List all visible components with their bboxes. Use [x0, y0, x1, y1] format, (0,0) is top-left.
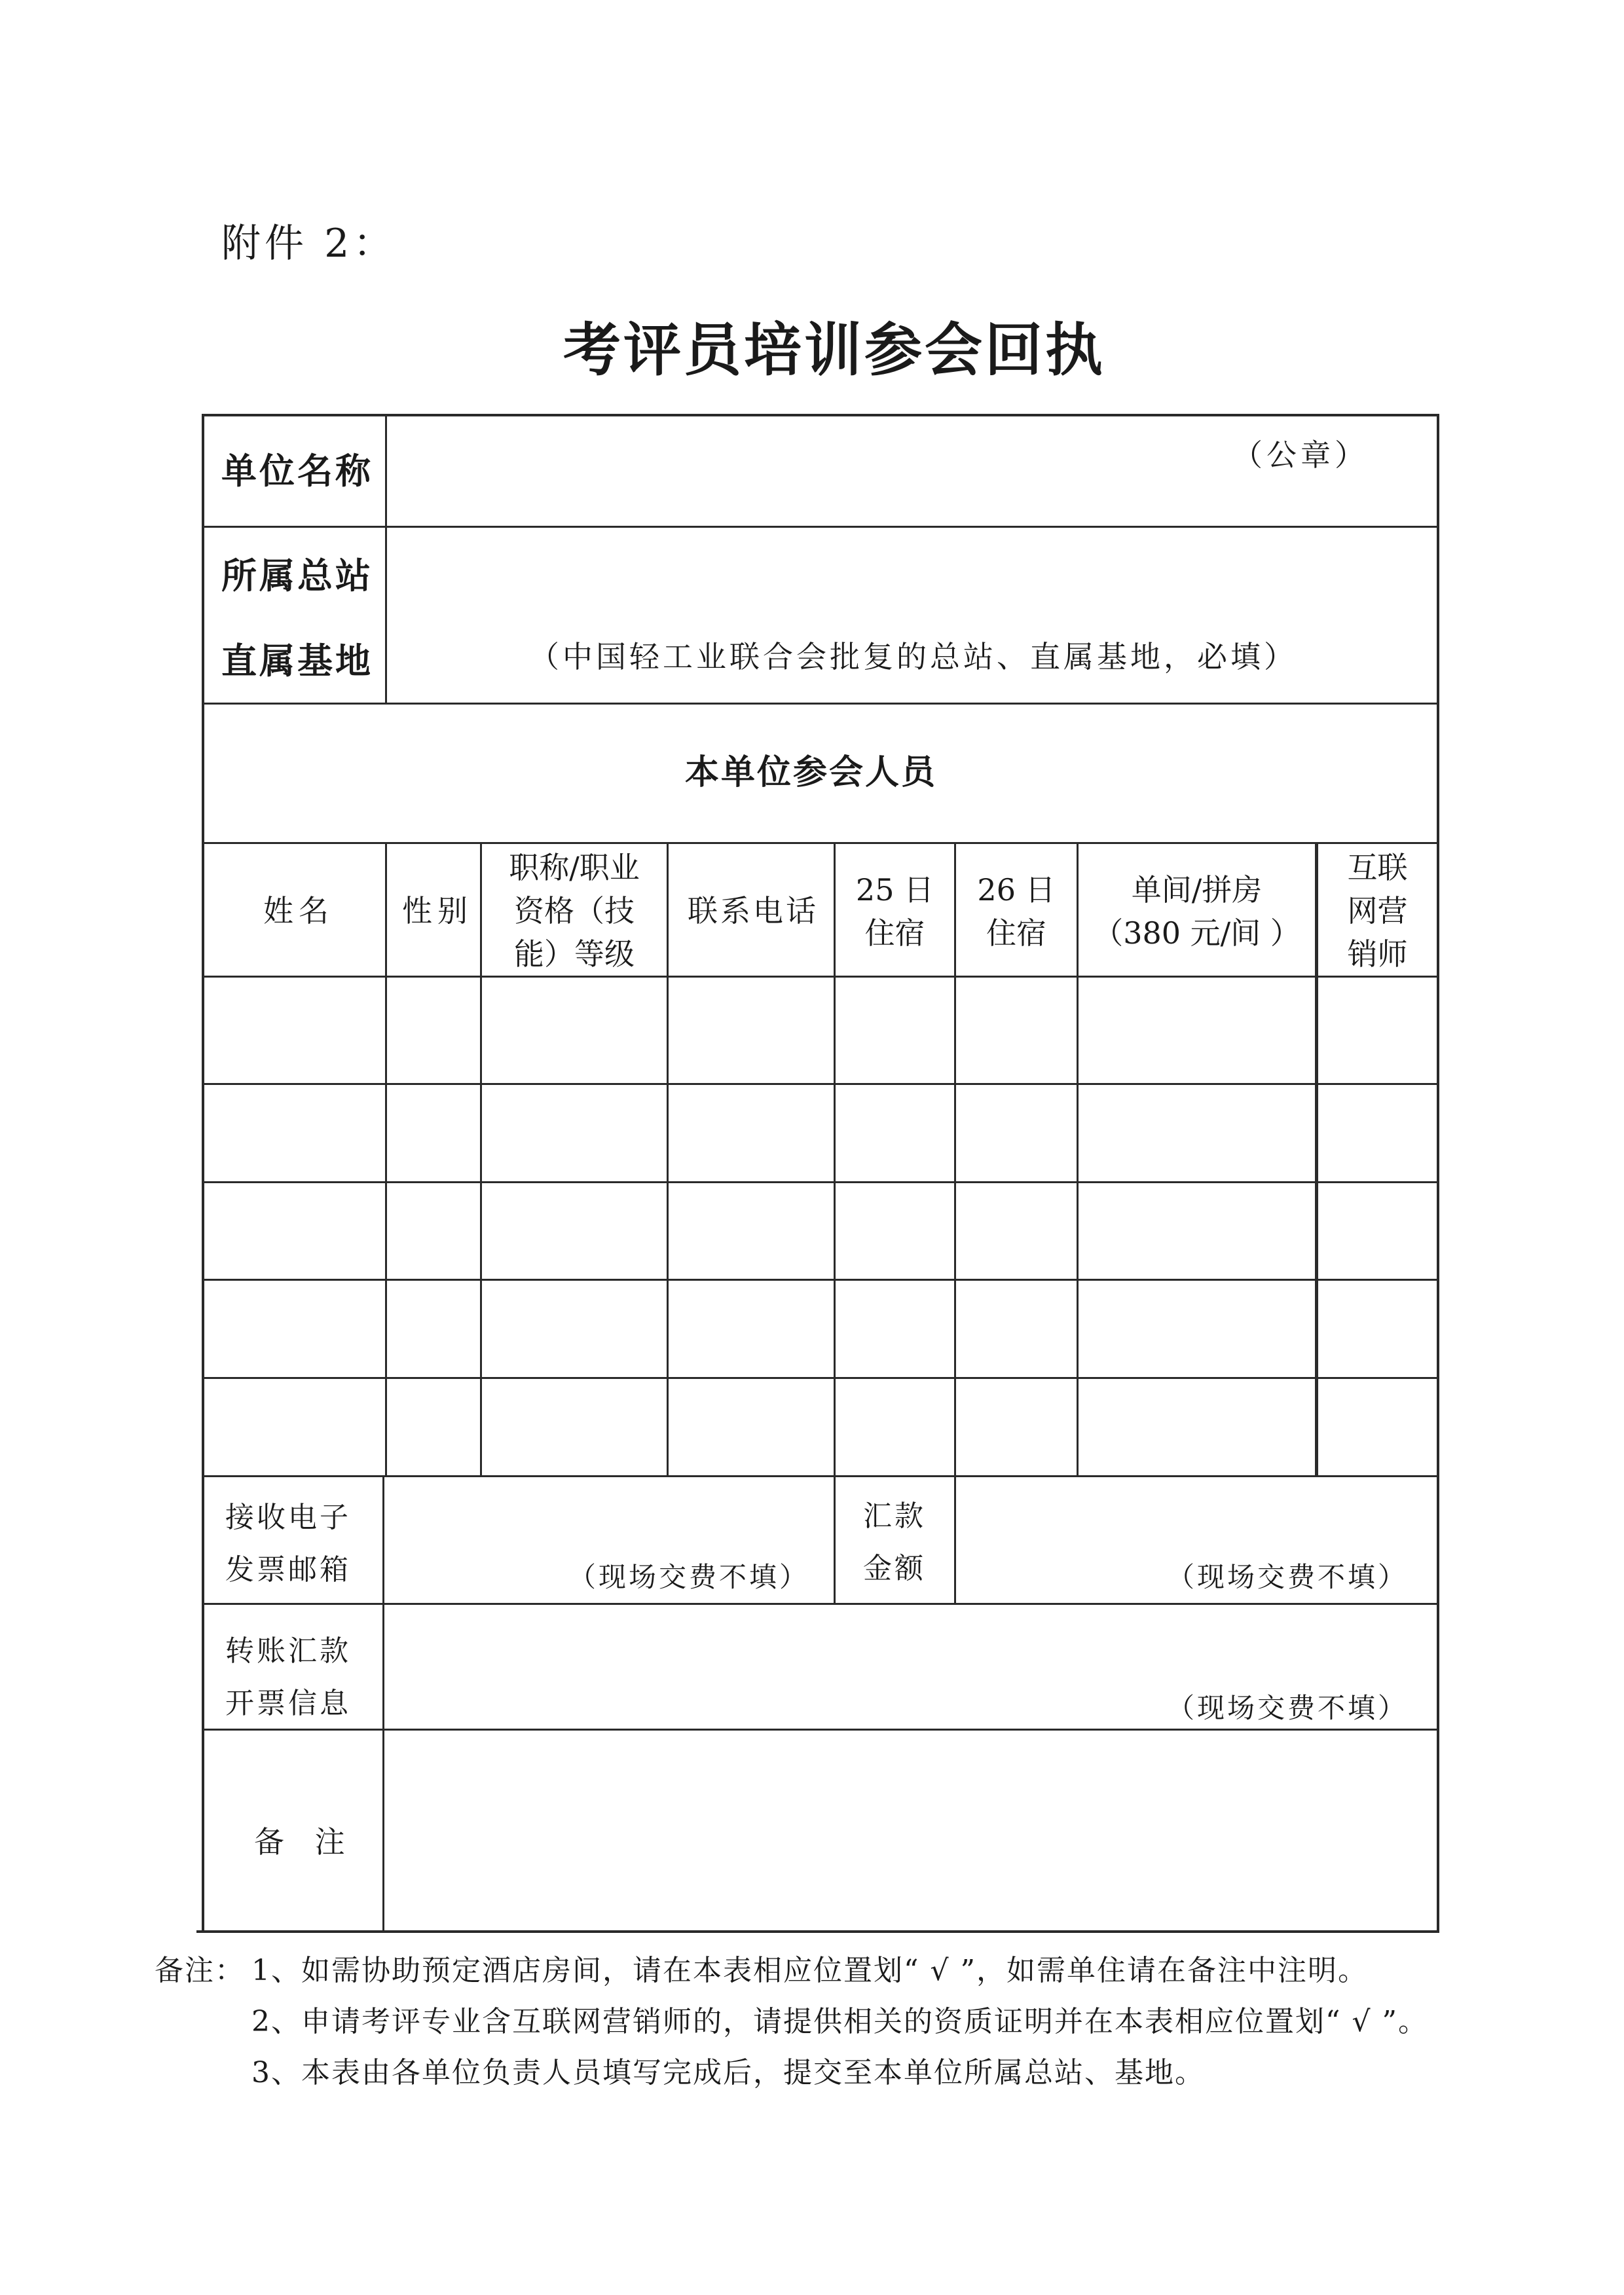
col-stay-25	[836, 868, 954, 955]
remit-amount-hint: （现场交费不填）	[1167, 1561, 1409, 1593]
col-gender: 性别	[402, 893, 473, 928]
col-stay-26	[956, 868, 1077, 955]
invoice-email-l2: 发票邮箱	[225, 1553, 351, 1587]
col-title-l2: 资格（技	[514, 893, 635, 928]
base-label: 直属基地	[221, 640, 373, 682]
table-row[interactable]	[204, 1085, 1437, 1181]
station-input[interactable]	[388, 528, 1435, 702]
note-3: 3、本表由各单位负责人员填写完成后，提交至本单位所属总站、基地。	[251, 2056, 1205, 2089]
notes-prefix: 备注：	[155, 1954, 245, 1987]
seal-hint: （公章）	[1232, 437, 1369, 473]
transfer-info-label	[225, 1634, 351, 1720]
col-stay-25-l2: 住宿	[864, 915, 925, 951]
col-stay-26-l2: 住宿	[986, 915, 1046, 951]
col-stay-26-l1: 26 日	[977, 872, 1056, 908]
station-label: 所属总站	[221, 555, 373, 597]
invoice-email-label	[225, 1503, 351, 1585]
remit-amount-label	[863, 1499, 926, 1585]
col-internet-marketer	[1318, 846, 1437, 976]
transfer-info-l2: 开票信息	[225, 1687, 351, 1720]
col-title	[482, 846, 667, 976]
col-title-l3: 能）等级	[514, 936, 635, 972]
col-name: 姓名	[263, 893, 334, 928]
table-row[interactable]	[204, 1379, 1437, 1475]
col-internet-l3: 销师	[1347, 936, 1408, 972]
remit-amount-l1: 汇款	[863, 1499, 926, 1533]
col-internet-l2: 网营	[1347, 893, 1408, 928]
remarks-label: 备 注	[254, 1824, 356, 1860]
remit-amount-l2: 金额	[863, 1552, 926, 1585]
unit-name-label: 单位名称	[221, 450, 373, 492]
table-row[interactable]	[204, 1183, 1437, 1279]
col-room-type-l2: （380 元/间 ）	[1093, 915, 1301, 951]
table-row[interactable]	[204, 978, 1437, 1083]
col-room-type	[1079, 868, 1315, 955]
col-phone: 联系电话	[688, 893, 819, 928]
col-stay-25-l1: 25 日	[855, 872, 934, 908]
col-room-type-l1: 单间/拼房	[1131, 872, 1263, 908]
invoice-email-hint: （现场交费不填）	[568, 1561, 810, 1593]
station-hint: （中国轻工业联合会批复的总站、直属基地，必填）	[529, 639, 1297, 674]
note-2: 2、申请考评专业含互联网营销师的，请提供相关的资质证明并在本表相应位置划“ √ ”。	[251, 2005, 1428, 2038]
attendees-heading: 本单位参会人员	[685, 752, 938, 792]
col-internet-l1: 互联	[1347, 850, 1408, 885]
page-title: 考评员培训参会回执	[563, 316, 1106, 384]
transfer-info-l1: 转账汇款	[225, 1634, 351, 1668]
remarks-input[interactable]	[385, 1731, 1437, 1930]
attachment-label: 附件 2：	[221, 221, 397, 266]
table-row[interactable]	[204, 1281, 1437, 1377]
transfer-info-hint: （现场交费不填）	[1167, 1692, 1409, 1724]
col-title-l1: 职称/职业	[509, 850, 640, 885]
invoice-email-l1: 接收电子	[225, 1501, 351, 1534]
note-1: 1、如需协助预定酒店房间，请在本表相应位置划“ √ ”，如需单住请在备注中注明。	[251, 1954, 1368, 1987]
